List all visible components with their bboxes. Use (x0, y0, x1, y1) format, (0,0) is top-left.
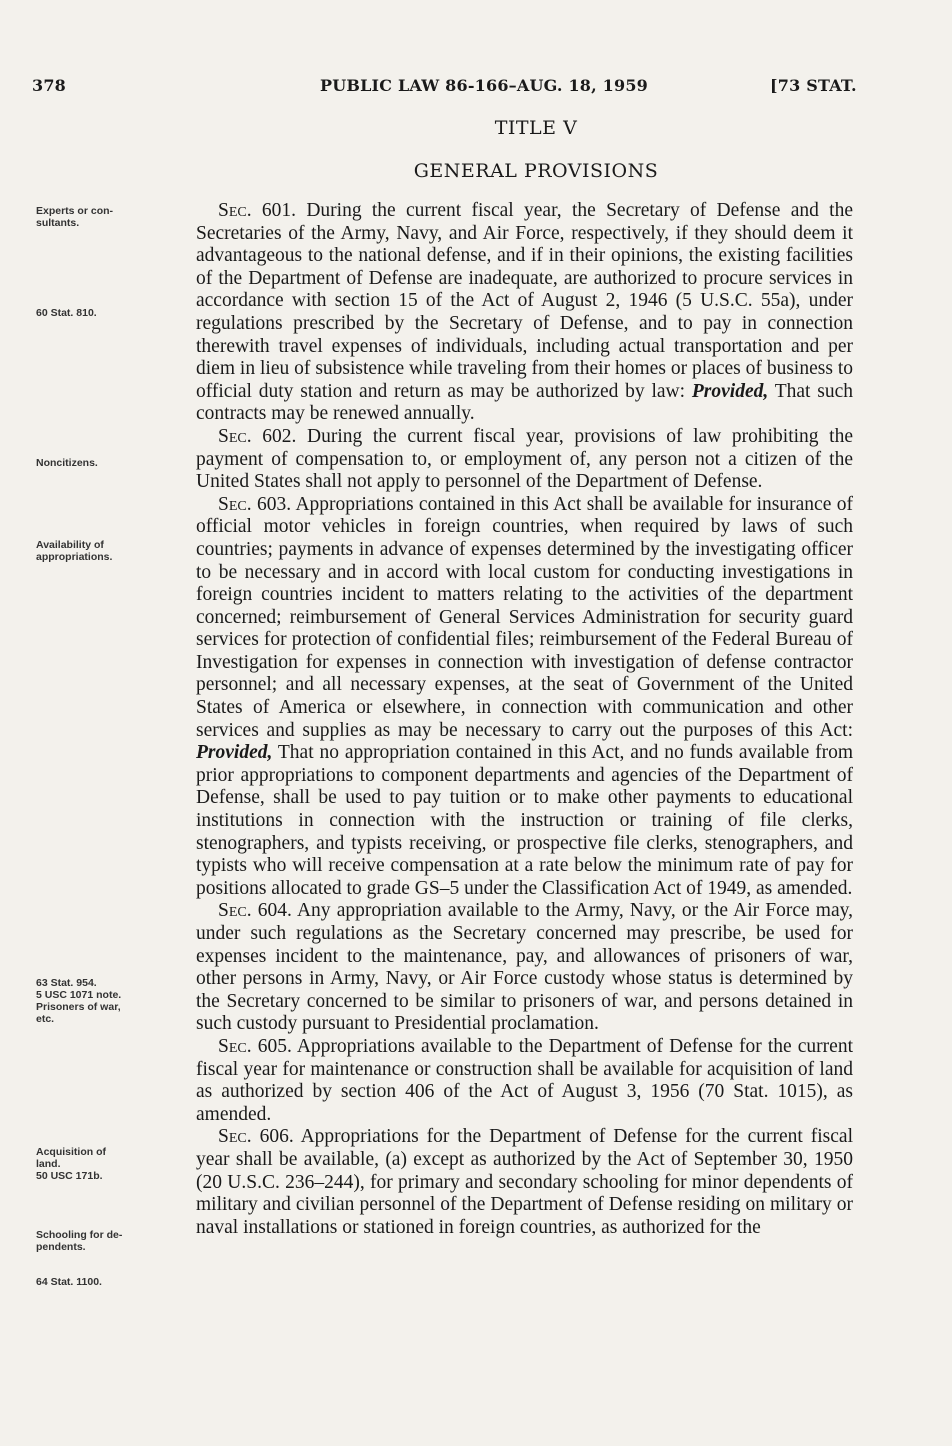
section-text: Any appropriation available to the Army, Navy, or the Air Force may, under such regulations as the Secretary concerned may prescribe, be used for expenses incident to the maintenance, pay, and allowances of prisoners of war, other persons in Army, Navy, or Air Force custody whose status is determined by the Secretary concerned to be similar to prisoners of war, and persons detained in such custody pursuant to Presidential proclamation. (196, 900, 853, 1035)
subtitle-heading: GENERAL PROVISIONS (413, 160, 659, 182)
section-number: Sec. 602. (218, 425, 297, 447)
section-605 (196, 1036, 853, 1126)
section-text: Appropriations contained in this Act shall be available for insurance of official motor vehicles in foreign countries, when required by laws of such countries; payments in advance of expenses determined by the investigating officer to be necessary and in accord with local custom for conducting investigations in foreign countries incident to matters relating to the activities of the department concerned; reimbursement of General Services Administration for security guard services for protection of confidential files; reimbursement of the Federal Bureau of Investigation for expenses in connection with investigation of defense contractor personnel; and all necessary expenses, at the seat of Government of the United States of America or elsewhere, in connection with communication and other services and supplies as may be necessary to carry out the purposes of this Act: (196, 493, 853, 741)
section-number: Sec. 605. (218, 1035, 292, 1057)
margin-note-acquisition: Acquisition of land. 50 USC 171b. (36, 1146, 106, 1182)
section-text-continued: That such contracts may be renewed annually. (196, 380, 854, 425)
section-text: Appropriations for the Department of Defense for the current fiscal year shall be available, (a) except as authorized by the Act of September 30, 1950 (20 U.S.C. 236–244), for primary and secondary schooling for minor dependents of military and civilian personnel of the Department of Defense residing on military or naval installations or stationed in foreign countries, as authorized for the (196, 1126, 853, 1238)
running-head: PUBLIC LAW 86-166–AUG. 18, 1959 (320, 76, 648, 95)
section-604 (196, 900, 853, 1036)
section-text-continued: That no appropriation contained in this Act, and no funds available from prior appropriations to component departments and agencies of the Department of Defense, shall be used to pay tuition or to make other payments to educational institutions in connection with the instruction or training of file clerks, stenographers, and typists receiving, or prospective file clerks, stenographers, and typists who will receive compensation at a rate below the minimum rate of pay for positions allocated to grade GS–5 under the Classification Act of 1949, as amended. (196, 742, 853, 899)
statute-reference: [73 STAT. (770, 76, 857, 95)
section-text: Appropriations available to the Department of Defense for the current fiscal year for maintenance or construction shall be available for acquisition of land as authorized by section 406 of the Act of August 3, 1956 (70 Stat. 1015), as amended. (196, 1035, 853, 1125)
section-text: During the current fiscal year, the Secretary of Defense and the Secretaries of the Army, Navy, and Air Force, respectively, if they should deem it advantageous to the national defense, and if in their opinions, the existing facilities of the Department of Defense are inadequate, are authorized to procure services in accordance with section 15 of the Act of August 2, 1946 (5 U.S.C. 55a), under regulations prescribed by the Secretary of Defense, and to pay in connection therewith travel expenses of individuals, including actual transportation and per diem in lieu of subsistence while traveling from their homes or places of business to official duty station and return as may be authorized by law: (196, 200, 853, 402)
section-number: Sec. 606. (218, 1126, 294, 1148)
proviso-word: Provided, (691, 380, 769, 402)
section-number: Sec. 604. (218, 900, 292, 922)
section-602 (196, 426, 853, 494)
section-603 (196, 494, 853, 901)
proviso-word: Provided, (196, 742, 273, 764)
section-text: During the current fiscal year, provisions of law prohibiting the payment of compensation to, or employment of, any person not a citizen of the United States shall not apply to personnel of the Department of Defense. (196, 425, 853, 493)
title-heading: TITLE V (494, 117, 578, 139)
section-number: Sec. 603. (218, 493, 292, 515)
margin-note-60-stat: 60 Stat. 810. (36, 307, 97, 319)
margin-note-noncitizens: Noncitizens. (36, 457, 98, 469)
margin-note-experts: Experts or con- sultants. (36, 205, 114, 229)
margin-note-64-stat: 64 Stat. 1100. (36, 1276, 102, 1288)
margin-note-prisoners: 63 Stat. 954. 5 USC 1071 note. Prisoners of war, etc. (36, 977, 122, 1025)
page-number: 378 (32, 76, 66, 95)
section-601 (196, 200, 853, 426)
body-text (196, 200, 853, 1239)
section-number: Sec. 601. (218, 200, 297, 221)
margin-note-availability: Availability of appropriations. (36, 539, 113, 563)
margin-note-schooling: Schooling for de- pendents. (36, 1229, 123, 1253)
section-606 (196, 1126, 853, 1239)
